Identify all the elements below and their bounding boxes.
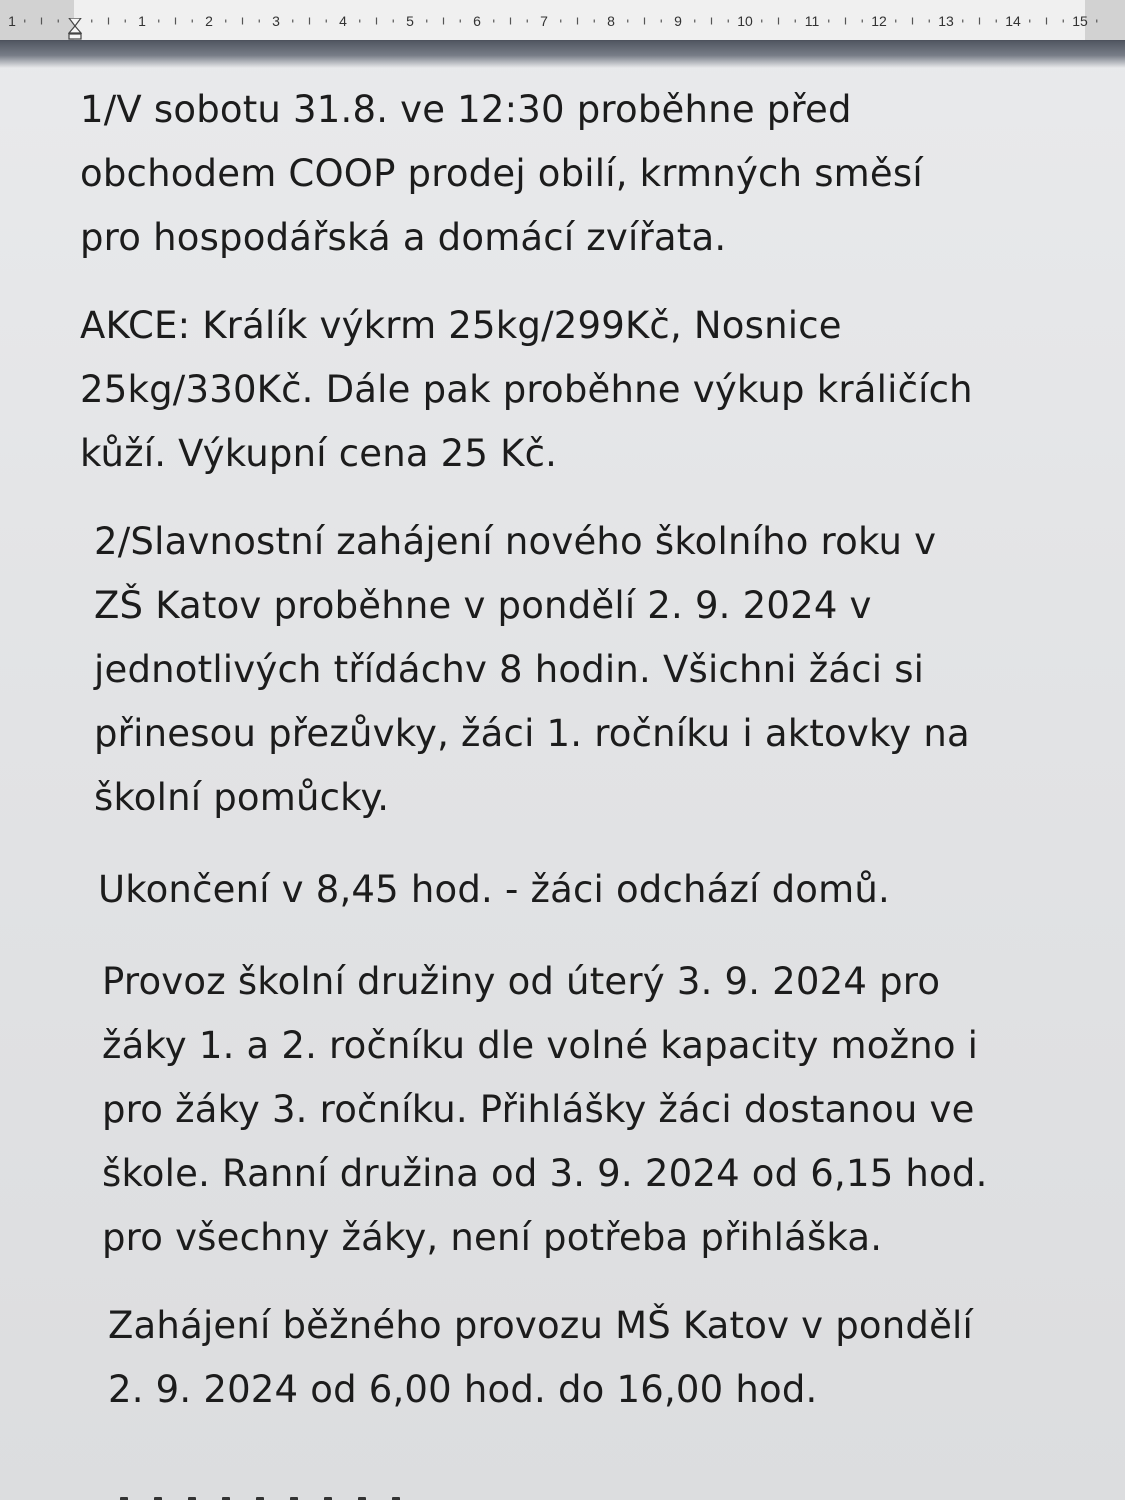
- ruler-number: 11: [804, 13, 820, 29]
- ruler-number: 13: [938, 13, 954, 29]
- paragraph-coop-sale: 1/V sobotu 31.8. ve 12:30 proběhne před obchodem COOP prodej obilí, krmných směsí pro hospodářská a domácí zvířata.: [80, 88, 923, 259]
- ruler-number: 4: [339, 13, 347, 29]
- ruler-number: 14: [1005, 13, 1021, 29]
- ruler-left-number: 1: [8, 13, 16, 29]
- ruler-number: 1: [138, 13, 146, 29]
- ruler-number: 7: [540, 13, 548, 29]
- ruler-number: 8: [607, 13, 615, 29]
- paragraph-school-club: Provoz školní družiny od úterý 3. 9. 2024 pro žáky 1. a 2. ročníku dle volné kapacity možno i pro žáky 3. ročníku. Přihlášky žáci dostanou ve škole. Ranní družina od 3. 9. 2024 od 6,15 hod. pro všechny žáky, není potřeba přihláška.: [102, 960, 988, 1259]
- ruler-number: 3: [272, 13, 280, 29]
- paragraph-school-start: 2/Slavnostní zahájení nového školního roku v ZŠ Katov proběhne v pondělí 2. 9. 2024 v jednotlivých třídáchv 8 hodin. Všichni žáci si přinesou přezůvky, žáci 1. ročníku i aktovky na školní pomůcky.: [94, 520, 970, 819]
- cut-off-text-line: [120, 1492, 460, 1500]
- ruler-number: 6: [473, 13, 481, 29]
- ruler-number: 2: [205, 13, 213, 29]
- paragraph-kindergarten: Zahájení běžného provozu MŠ Katov v pondělí 2. 9. 2024 od 6,00 hod. do 16,00 hod.: [108, 1304, 974, 1411]
- paragraph-akce: AKCE: Králík výkrm 25kg/299Kč, Nosnice 25kg/330Kč. Dále pak proběhne výkup králičích kůží. Výkupní cena 25 Kč.: [80, 304, 973, 475]
- ruler-ticks: [0, 0, 1125, 40]
- ruler-number: 9: [674, 13, 682, 29]
- document-page[interactable]: [0, 68, 1125, 1500]
- indent-marker-icon[interactable]: [68, 18, 82, 40]
- ruler-number: 5: [406, 13, 414, 29]
- horizontal-ruler[interactable]: [0, 0, 1125, 41]
- document-body[interactable]: [80, 78, 1095, 1422]
- paragraph-end-time: Ukončení v 8,45 hod. - žáci odchází domů.: [98, 868, 890, 911]
- ruler-number: 10: [737, 13, 753, 29]
- ruler-number: 15: [1072, 13, 1088, 29]
- ruler-number: 12: [871, 13, 887, 29]
- toolbar-shadow: [0, 40, 1125, 68]
